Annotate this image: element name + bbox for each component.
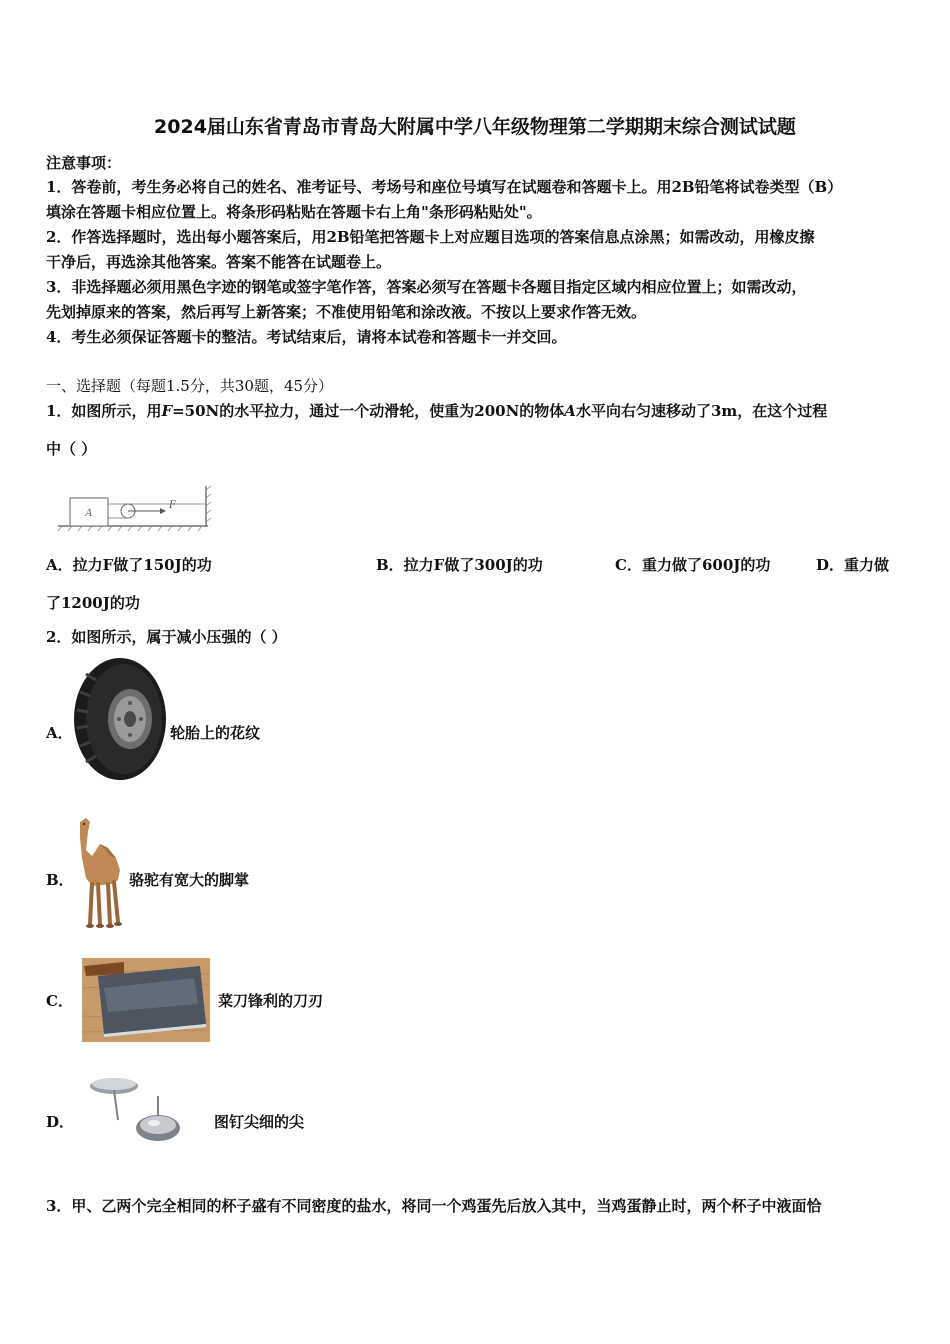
q2-option-d-letter: D． — [46, 1113, 75, 1131]
page-title: 2024届山东省青岛市青岛大附属中学八年级物理第二学期期末综合测试试题 — [154, 116, 796, 138]
q2-stem: 2．如图所示，属于减小压强的（ ） — [46, 628, 287, 646]
notice-line: 4．考生必须保证答题卡的整洁。考试结束后，请将本试卷和答题卡一并交回。 — [46, 328, 567, 346]
q1-option-b: B．拉力F做了300J的功 — [376, 556, 543, 574]
thumbtack-image — [88, 1074, 192, 1144]
tire-image — [72, 656, 170, 782]
q1-option-a: A．拉力F做了150J的功 — [46, 556, 212, 574]
q1-stem-line1: 1．如图所示，用F=50N的水平拉力，通过一个动滑轮，使重为200N的物体A水平向右匀速移动了3m，在这个过程 — [46, 402, 828, 420]
section-heading: 一、选择题（每题1.5分，共30题，45分） — [46, 377, 334, 395]
q2-option-c-text: 菜刀锋利的刀刃 — [218, 992, 324, 1010]
notice-line: 干净后，再选涂其他答案。答案不能答在试题卷上。 — [46, 253, 392, 271]
q3-stem: 3．甲、乙两个完全相同的杯子盛有不同密度的盐水，将同一个鸡蛋先后放入其中，当鸡蛋静止时，两个杯子中液面恰 — [46, 1197, 822, 1215]
block-a-label: A — [85, 508, 93, 519]
force-arrow — [160, 508, 166, 514]
q2-option-a-text: 轮胎上的花纹 — [170, 724, 261, 742]
notice-line: 填涂在答题卡相应位置上。将条形码粘贴在答题卡右上角"条形码粘贴处"。 — [46, 203, 542, 221]
q2-option-b-text: 骆驼有宽大的脚掌 — [129, 871, 250, 889]
notice-line: 2．作答选择题时，选出每小题答案后，用2B铅笔把答题卡上对应题目选项的答案信息点涂黑；如需改动，用橡皮擦 — [46, 228, 815, 246]
q2-option-a-letter: A． — [46, 724, 73, 742]
notice-line: 3．非选择题必须用黑色字迹的钢笔或签字笔作答，答案必须写在答题卡各题目指定区域内相应位置上；如需改动， — [46, 278, 807, 296]
cleaver-image — [82, 958, 210, 1042]
q2-option-c-letter: C． — [46, 992, 73, 1010]
q1-stem-line2: 中（ ） — [46, 440, 97, 458]
notice-line: 先划掉原来的答案，然后再写上新答案；不准使用铅笔和涂改液。不按以上要求作答无效。 — [46, 303, 647, 321]
q1-option-d: D．重力做 — [816, 556, 890, 574]
q2-option-b-letter: B． — [46, 871, 74, 889]
pulley-diagram — [56, 484, 216, 542]
q1-option-d-cont: 了1200J的功 — [46, 594, 140, 612]
q1-option-c: C．重力做了600J的功 — [615, 556, 771, 574]
notice-line: 1．答卷前，考生务必将自己的姓名、准考证号、考场号和座位号填写在试题卷和答题卡上。用2B铅笔将试卷类型（B） — [46, 178, 843, 196]
q2-option-d-text: 图钉尖细的尖 — [214, 1113, 305, 1131]
notice-heading: 注意事项： — [46, 154, 122, 172]
camel-image — [72, 814, 128, 932]
force-label: F — [169, 500, 176, 511]
